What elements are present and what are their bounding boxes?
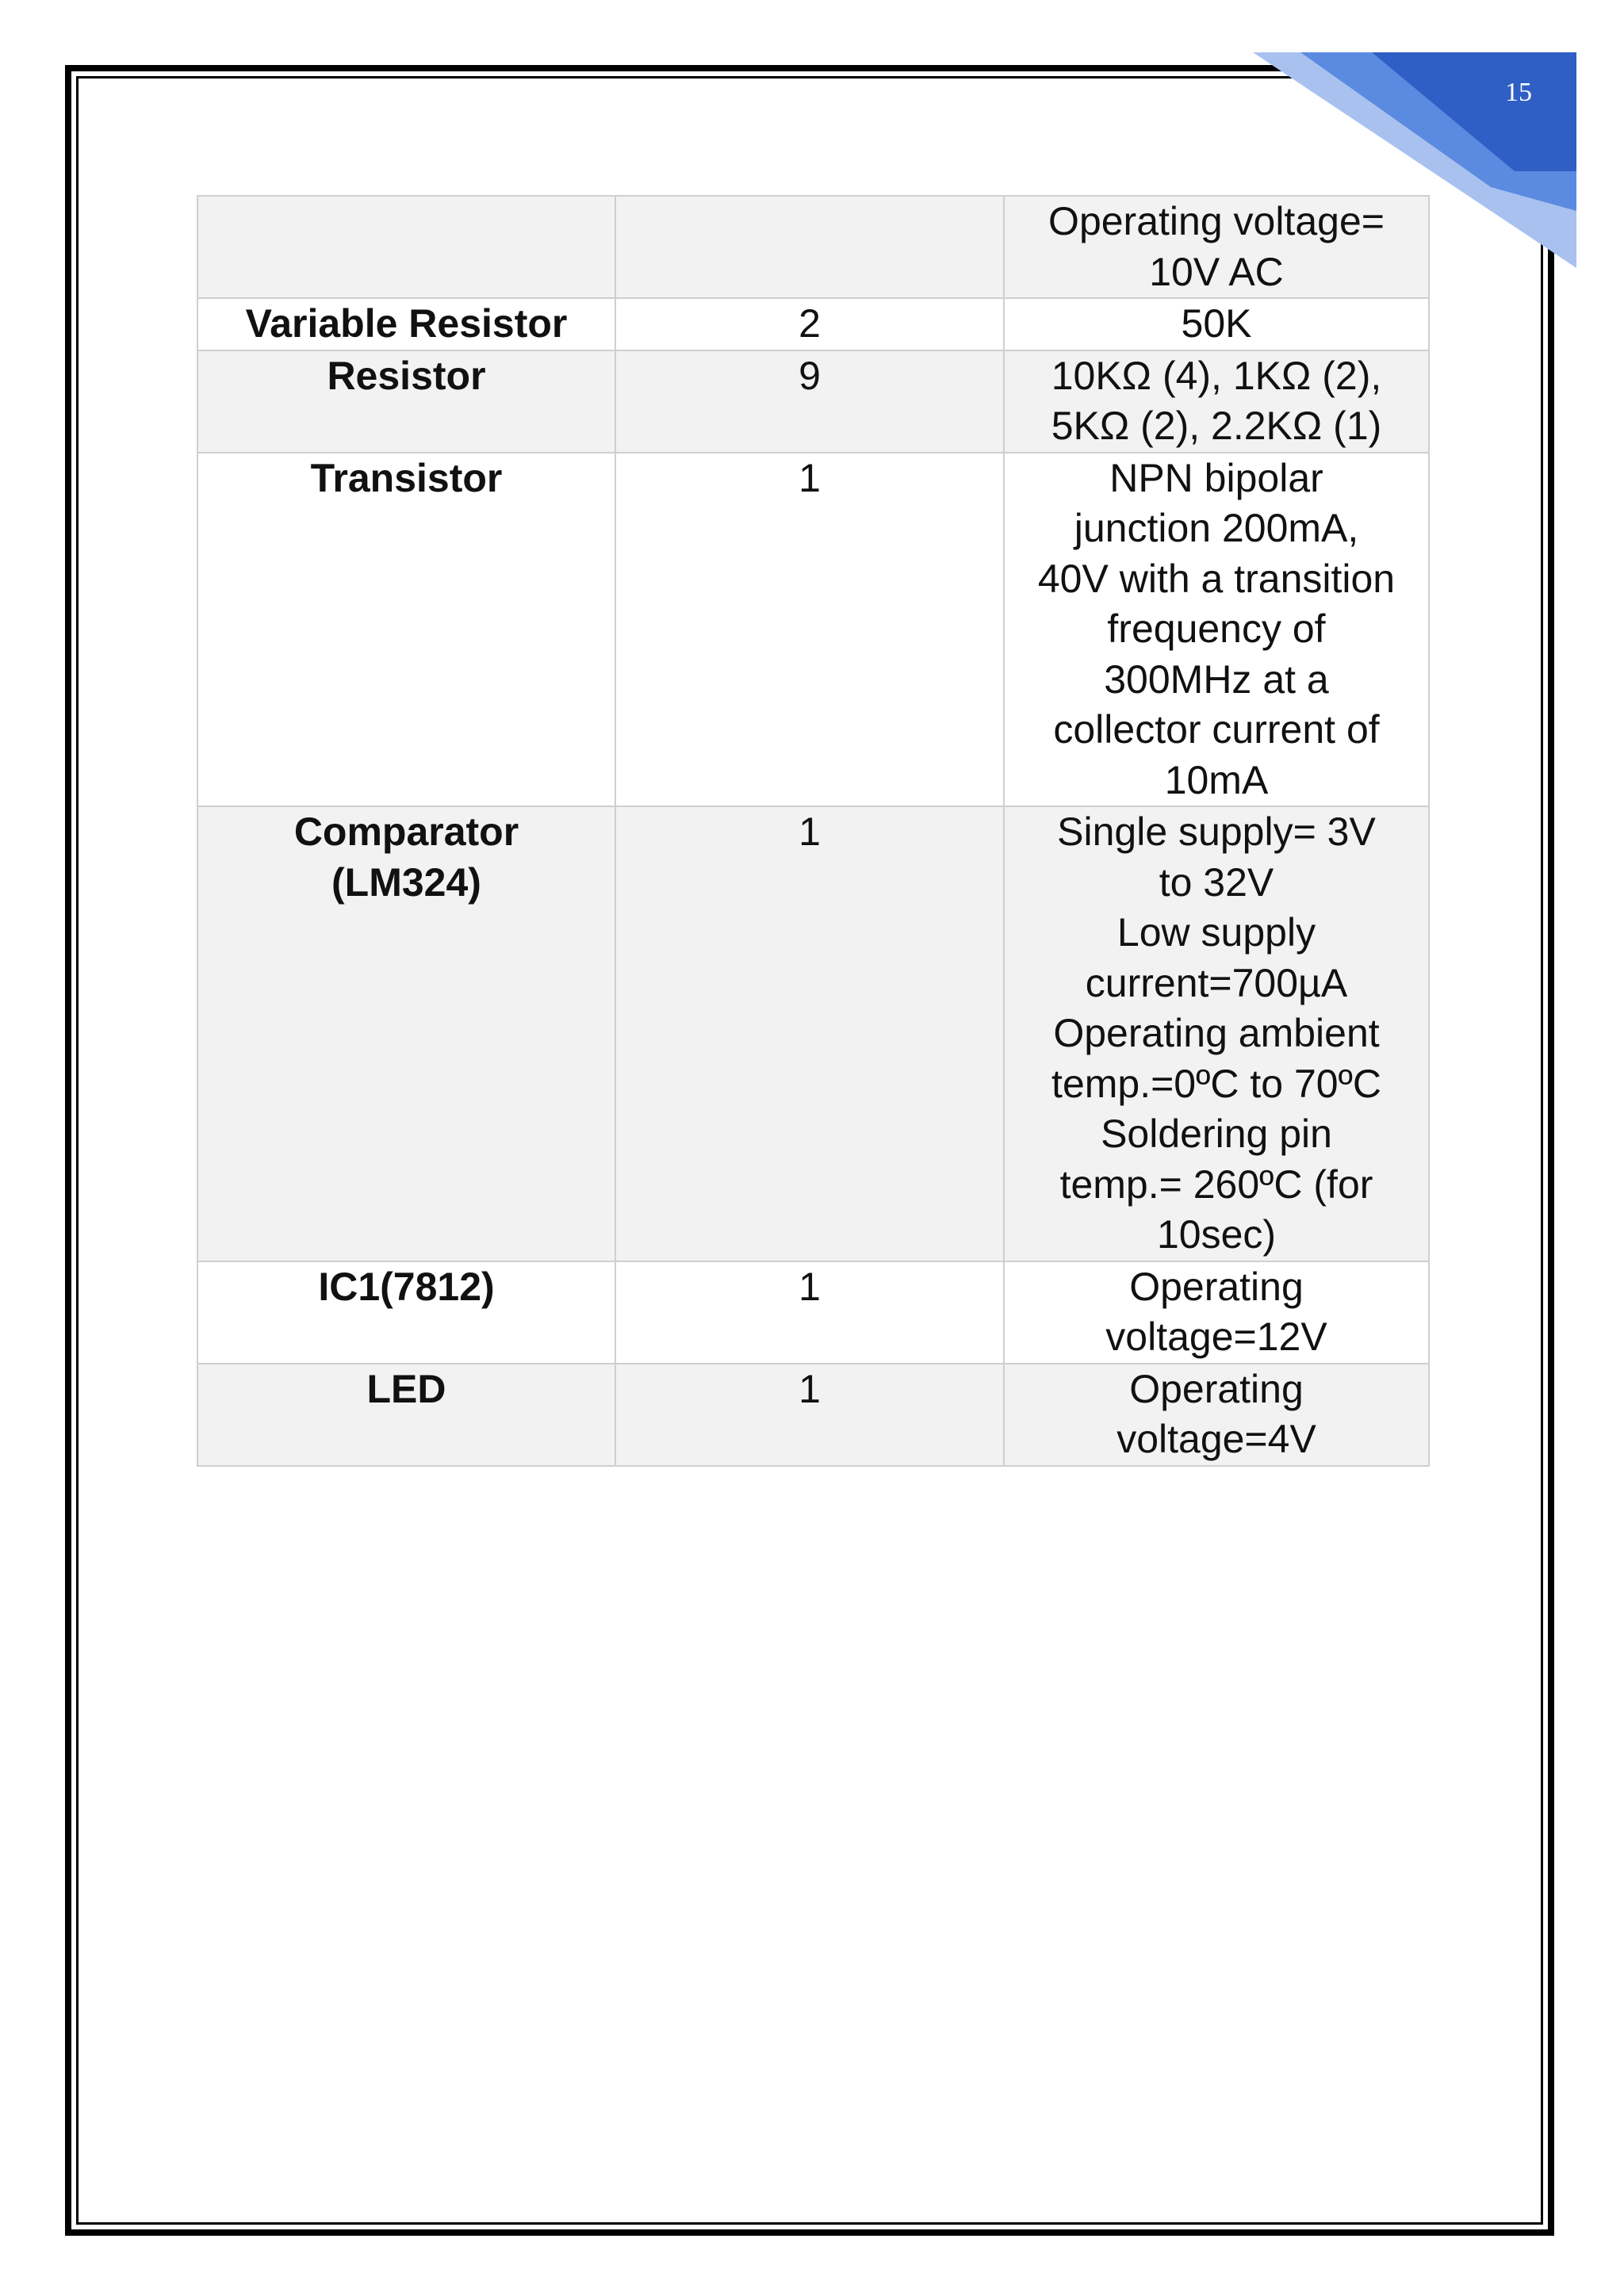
quantity-cell: 2	[615, 298, 1004, 350]
table-row	[197, 350, 1429, 453]
table-row	[197, 806, 1429, 1261]
component-name-cell: LED	[197, 1364, 615, 1466]
specification-cell: Operating voltage=4V	[1004, 1364, 1429, 1466]
components-table	[197, 195, 1430, 1467]
specification-cell: 10KΩ (4), 1KΩ (2), 5KΩ (2), 2.2KΩ (1)	[1004, 350, 1429, 453]
quantity-cell	[615, 196, 1004, 298]
specification-cell: NPN bipolar junction 200mA, 40V with a transition frequency of 300MHz at a collector current of 10mA	[1004, 453, 1429, 807]
specification-cell: Operating voltage= 10V AC	[1004, 196, 1429, 298]
component-name-cell: Variable Resistor	[197, 298, 615, 350]
quantity-cell: 1	[615, 1364, 1004, 1466]
table-row	[197, 298, 1429, 350]
page-number: 15	[1505, 78, 1532, 107]
component-name-cell: IC1(7812)	[197, 1261, 615, 1364]
component-name-cell: Comparator (LM324)	[197, 806, 615, 1261]
specification-cell: 50K	[1004, 298, 1429, 350]
component-name-cell: Transistor	[197, 453, 615, 807]
component-name-cell: Resistor	[197, 350, 615, 453]
specification-cell: Single supply= 3V to 32V Low supply current=700µA Operating ambient temp.=0ºC to 70ºC Soldering pin temp.= 260ºC (for 10sec)	[1004, 806, 1429, 1261]
table-row	[197, 1261, 1429, 1364]
component-name-cell	[197, 196, 615, 298]
table-row	[197, 1364, 1429, 1466]
quantity-cell: 1	[615, 1261, 1004, 1364]
table-row	[197, 453, 1429, 807]
quantity-cell: 1	[615, 453, 1004, 807]
quantity-cell: 1	[615, 806, 1004, 1261]
table-row	[197, 196, 1429, 298]
specification-cell: Operating voltage=12V	[1004, 1261, 1429, 1364]
quantity-cell: 9	[615, 350, 1004, 453]
